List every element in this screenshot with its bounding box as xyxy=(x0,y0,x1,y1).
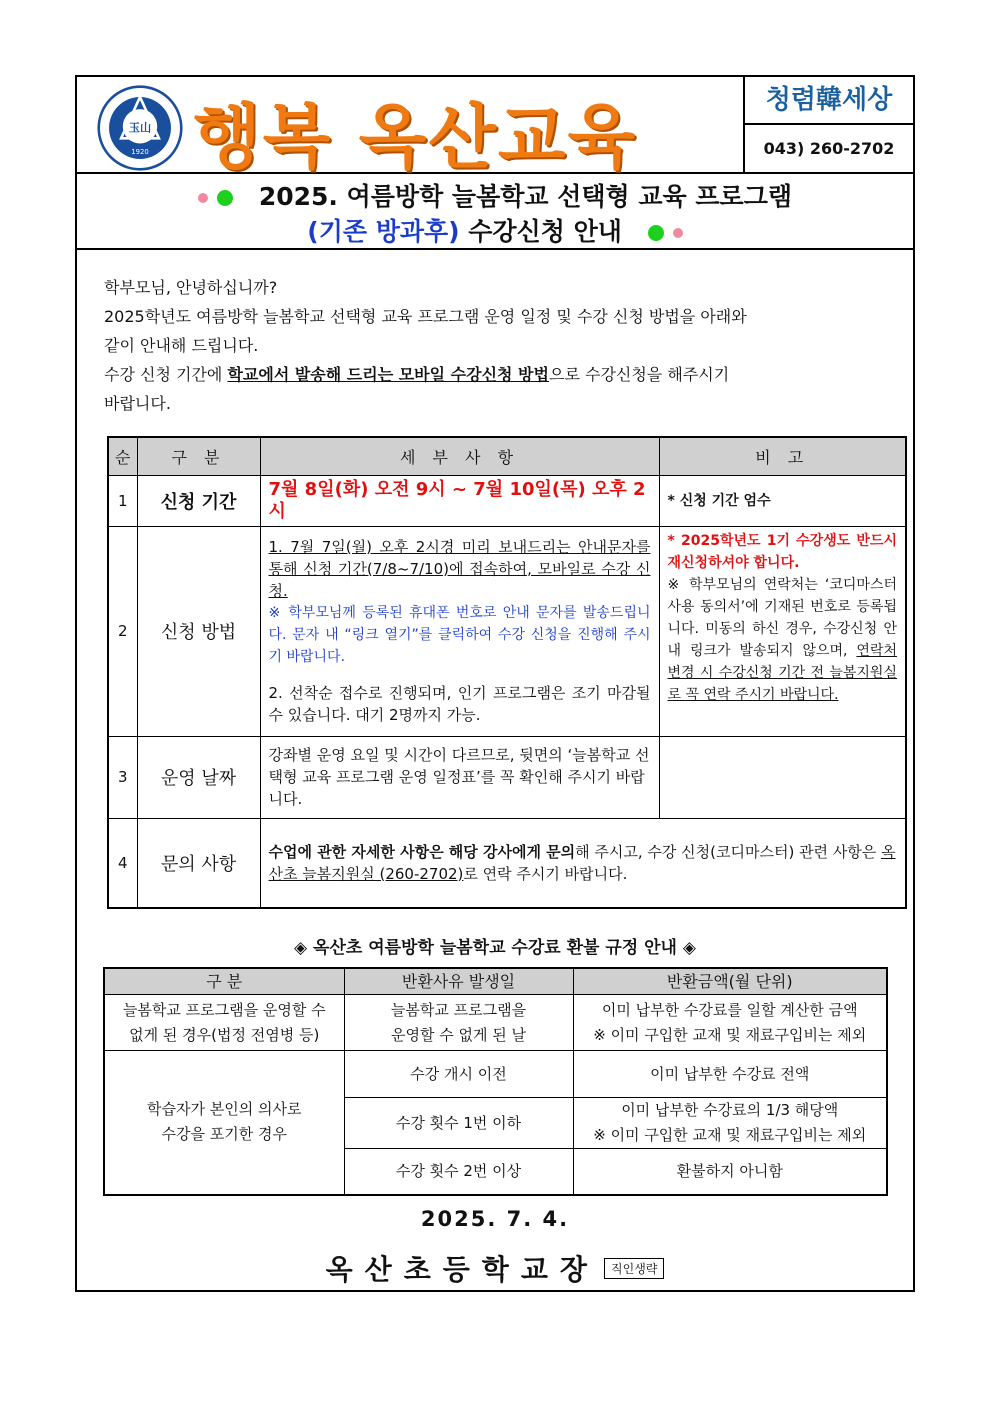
svg-text:玉山: 玉山 xyxy=(128,121,152,135)
green-dot-icon xyxy=(648,225,664,241)
notice-title-line1: 2025. 여름방학 늘봄학교 선택형 교육 프로그램 xyxy=(258,182,792,211)
table-row: 학습자가 본인의 의사로 수강을 포기한 경우 수강 개시 이전 이미 납부한 수강료 전액 xyxy=(104,1051,887,1098)
table-row: 2 신청 방법 1. 7월 7일(월) 오후 2시경 미리 보내드리는 안내문자를 통해 신청 기간(7/8~7/10)에 접속하여, 모바일로 수강 신청. ※ 학부모님께 등록된 휴대폰 번호로 안내 문자를 발송드립니다. 문자 내 “링크 열기”를 클릭하여 수강 신청을 진행해 주시기 바랍니다. 2. 선착순 접수로 진행되며, 인기 프로그램은 조기 마감될 수 있습니다. 대기 2명까지 가능. * 2025학년도 1기 수강생도 반드시 재신청하셔야 합니다. ※ 학부모님의 연락처는 ‘코디마스터 사용 동의서’에 기재된 번호로 등록됩니다. 미동의 하신 경우, 수강신청 안내 링크가 발송되지 않으며, 연락처 변경 시 수강신청 기간 전 늘봄지원실로 꼭 연락 주시기 바랍니다. xyxy=(108,526,906,736)
table-row: 수강 횟수 1번 이하 이미 납부한 수강료의 1/3 해당액 ※ 이미 구입한 교재 및 재료구입비는 제외 xyxy=(104,1098,887,1149)
school-phone: 043) 260-2702 xyxy=(763,139,895,158)
contact-box xyxy=(743,77,913,172)
school-title: 행복 옥산교육 xyxy=(193,96,638,178)
application-info-table xyxy=(107,436,907,909)
principal-name: 옥산초등학교장 xyxy=(325,1253,599,1286)
pink-dot-icon xyxy=(198,193,208,203)
table-row: 3 운영 날짜 강좌별 운영 요일 및 시간이 다르므로, 뒷면의 ‘늘봄학교 선택형 교육 프로그램 운영 일정표’를 꼭 확인해 주시기 바랍니다. xyxy=(108,736,906,818)
table-row: 수강 횟수 2번 이상 환불하지 아니함 xyxy=(104,1149,887,1195)
table-header-row: 순 구 분 세 부 사 항 비 고 xyxy=(108,437,906,475)
svg-text:1920: 1920 xyxy=(131,147,149,156)
refund-policy-table xyxy=(103,967,888,1196)
signature-line xyxy=(77,1248,913,1288)
school-emblem-icon xyxy=(97,85,183,171)
letterhead xyxy=(77,77,913,178)
pink-dot-icon xyxy=(673,228,683,238)
notice-title-line2: 수강신청 안내 xyxy=(459,217,622,246)
table-row: 늘봄학교 프로그램을 운영할 수 없게 된 경우(법정 전염병 등) 늘봄학교 프로그램을 운영할 수 없게 된 날 이미 납부한 수강료를 일할 계산한 금액 ※ 이미 구입한 교재 및 재료구입비는 제외 xyxy=(104,995,887,1051)
table-row: 1 신청 기간 7월 8일(화) 오전 9시 ~ 7월 10일(목) 오후 2시 * 신청 기간 엄수 xyxy=(108,475,906,526)
table-header-row: 구 분 반환사유 발생일 반환금액(월 단위) xyxy=(104,968,887,995)
application-period: 7월 8일(화) 오전 9시 ~ 7월 10일(목) 오후 2시 xyxy=(260,475,659,526)
notice-title-blue: (기존 방과후) xyxy=(307,217,460,246)
notice-title xyxy=(77,174,913,250)
table-row: 4 문의 사항 수업에 관한 자세한 사항은 해당 강사에게 문의해 주시고, 수강 신청(코디마스터) 관련 사항은 옥산초 늘봄지원실 (260-2702)로 연락 주시기 바랍니다. xyxy=(108,818,906,908)
notice-date: 2025. 7. 4. xyxy=(420,1207,570,1231)
notice-frame xyxy=(75,75,915,1292)
mobile-apply-emphasis: 학교에서 발송해 드리는 모바일 수강신청 방법 xyxy=(227,365,549,384)
integrity-slogan: 청렴韓세상 xyxy=(745,77,913,125)
refund-policy-title: ◈ 옥산초 여름방학 늘봄학교 수강료 환불 규정 안내 ◈ xyxy=(294,938,696,958)
intro-paragraph: 학부모님, 안녕하십니까? 2025학년도 여름방학 늘봄학교 선택형 교육 프로그램 운영 일정 및 수강 신청 방법을 아래와 같이 안내해 드립니다. 수강 신청 기간에 학교에서 발송해 드리는 모바일 수강신청 방법으로 수강신청을 해주시기 바랍니다. xyxy=(104,278,747,413)
seal-omitted-stamp: 직인생략 xyxy=(604,1258,664,1279)
green-dot-icon xyxy=(217,190,233,206)
